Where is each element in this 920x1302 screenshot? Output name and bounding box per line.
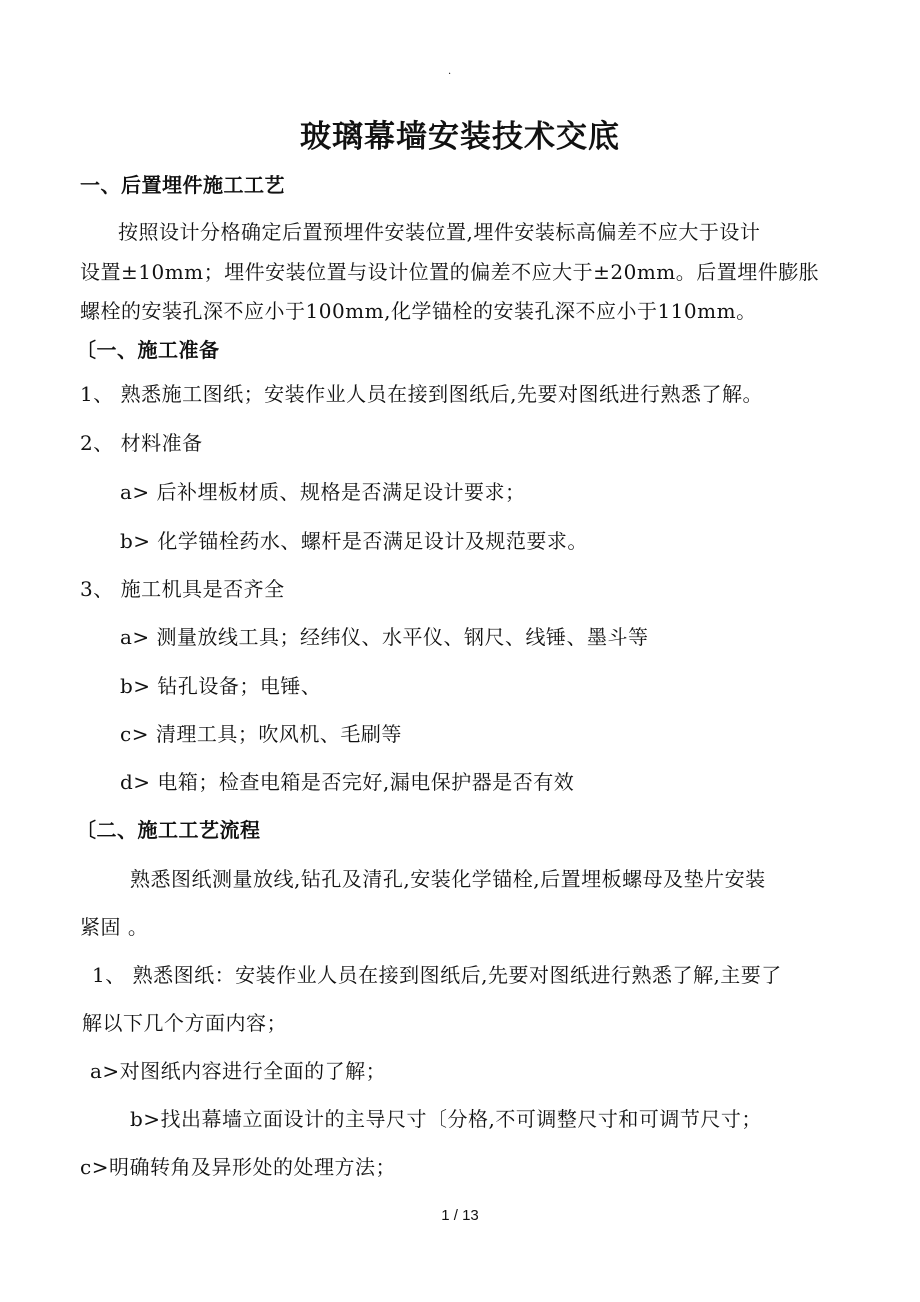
- page-title: 玻璃幕墙安装技术交底: [300, 119, 620, 155]
- paragraph-line: 紧固 。: [80, 915, 149, 939]
- subsection-heading: 〔二、施工工艺流程: [76, 818, 261, 842]
- list-item: 3、 施工机具是否齐全: [80, 577, 285, 601]
- list-subitem: c> 清理工具；吹风机、毛刷等: [120, 722, 402, 746]
- list-subitem: a> 测量放线工具；经纬仪、水平仪、钢尺、线锤、墨斗等: [120, 625, 649, 649]
- paragraph-line: 熟悉图纸测量放线,钻孔及清孔,安装化学锚栓,后置埋板螺母及垫片安装: [130, 867, 766, 891]
- paragraph-line: 按照设计分格确定后置预埋件安装位置,埋件安装标高偏差不应大于设计: [118, 220, 761, 244]
- list-subitem: c>明确转角及异形处的处理方法；: [80, 1155, 396, 1179]
- list-subitem: a> 后补埋板材质、规格是否满足设计要求；: [120, 480, 526, 504]
- list-subitem: b>找出幕墙立面设计的主导尺寸〔分格,不可调整尺寸和可调节尺寸；: [130, 1107, 762, 1131]
- list-subitem: a>对图纸内容进行全面的了解；: [90, 1059, 387, 1083]
- paragraph-line: 螺栓的安装孔深不应小于100mm,化学锚栓的安装孔深不应小于110mm。: [80, 299, 757, 323]
- section-heading: 一、后置埋件施工工艺: [80, 173, 285, 197]
- list-item-continued: 解以下几个方面内容；: [82, 1011, 287, 1035]
- list-item: 2、 材料准备: [80, 431, 203, 455]
- list-subitem: b> 钻孔设备；电锤、: [120, 674, 322, 698]
- paragraph-line: 设置±10mm；埋件安装位置与设计位置的偏差不应大于±20mm。后置埋件膨胀: [80, 260, 820, 284]
- list-subitem: d> 电箱；检查电箱是否完好,漏电保护器是否有效: [120, 770, 575, 794]
- header-mark: .: [448, 66, 452, 77]
- page-number: 1 / 13: [441, 1207, 479, 1224]
- list-item: 1、 熟悉施工图纸；安装作业人员在接到图纸后,先要对图纸进行熟悉了解。: [80, 382, 763, 406]
- list-subitem: b> 化学锚栓药水、螺杆是否满足设计及规范要求。: [120, 529, 588, 553]
- subsection-heading: 〔一、施工准备: [76, 338, 220, 362]
- list-item: 1、 熟悉图纸：安装作业人员在接到图纸后,先要对图纸进行熟悉了解,主要了: [92, 963, 782, 987]
